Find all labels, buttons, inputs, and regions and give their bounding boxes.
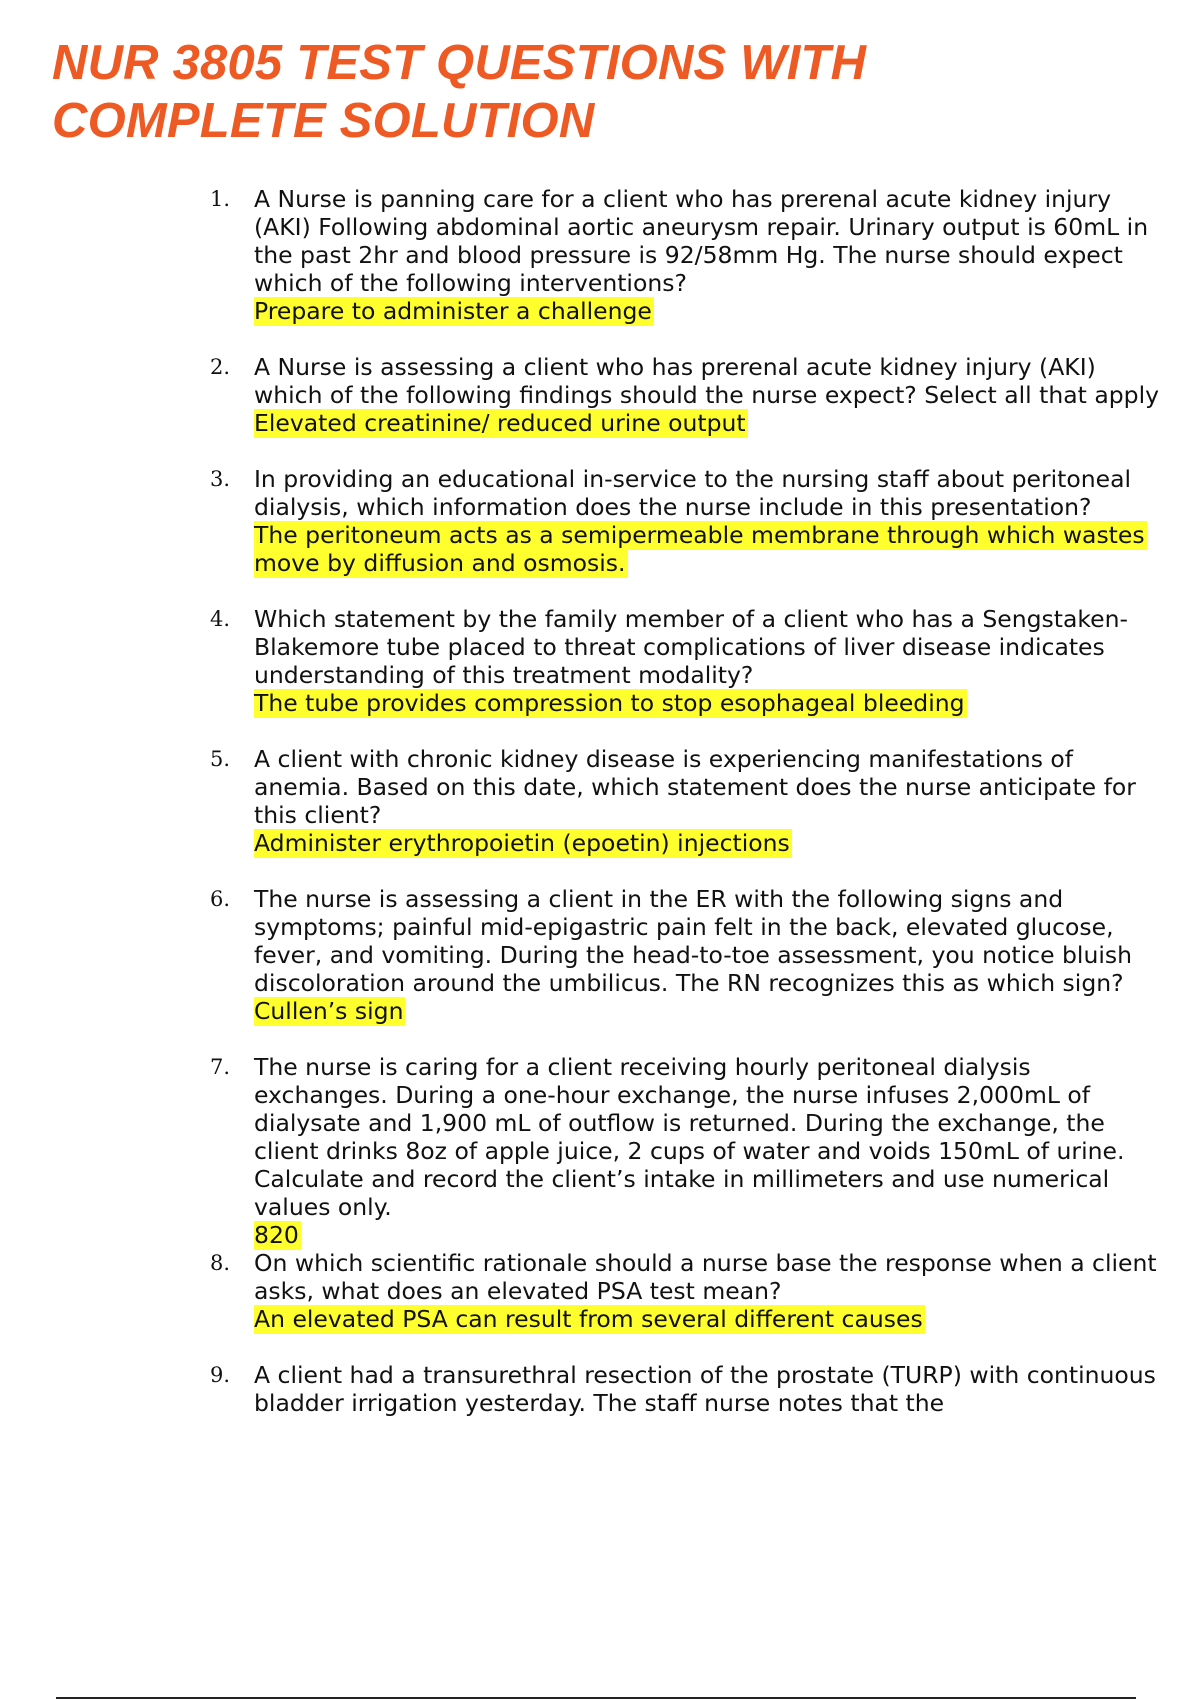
question-text: On which scientific rationale should a nurse base the response when a client asks, what does an elevated PSA test mean? — [254, 1249, 1157, 1305]
question-item — [210, 185, 1170, 325]
question-item — [210, 605, 1170, 717]
answer-highlight: 820 — [254, 1221, 299, 1249]
question-number: 6. — [210, 887, 231, 911]
question-item — [210, 1249, 1170, 1333]
footer-divider — [56, 1697, 1136, 1699]
question-text: The nurse is assessing a client in the ER with the following signs and symptoms; painful mid-epigastric pain felt in the back, elevated glucose, fever, and vomiting. During the head-to-toe assessment, you notice bluish discoloration around the umbilicus. The RN recognizes this as which sign? — [254, 885, 1133, 997]
question-text: The nurse is caring for a client receiving hourly peritoneal dialysis exchanges. During a one-hour exchange, the nurse infuses 2,000mL of dialysate and 1,900 mL of outflow is returned. During the exchange, the client drinks 8oz of apple juice, 2 cups of water and voids 150mL of urine. Calculate and record the client’s intake in millimeters and use numerical values only. — [254, 1053, 1125, 1221]
question-number: 8. — [210, 1251, 231, 1275]
answer-highlight: Cullen’s sign — [254, 997, 404, 1025]
question-item — [210, 1361, 1170, 1417]
answer-highlight: An elevated PSA can result from several different causes — [254, 1305, 923, 1333]
answer-highlight: Prepare to administer a challenge — [254, 297, 652, 325]
answer-highlight: The peritoneum acts as a semipermeable membrane through which wastes move by diffusion and osmosis. — [254, 521, 1145, 577]
question-number: 4. — [210, 607, 231, 631]
question-number: 3. — [210, 467, 231, 491]
question-item — [210, 885, 1170, 1025]
answer-highlight: The tube provides compression to stop esophageal bleeding — [254, 689, 965, 717]
question-text: A client had a transurethral resection of the prostate (TURP) with continuous bladder irrigation yesterday. The staff nurse notes that the — [254, 1361, 1156, 1417]
question-text: In providing an educational in-service to the nursing staff about peritoneal dialysis, which information does the nurse include in this presentation? — [254, 465, 1132, 521]
question-item — [210, 465, 1170, 577]
answer-highlight: Elevated creatinine/ reduced urine output — [254, 409, 746, 437]
question-number: 9. — [210, 1363, 231, 1387]
question-text: A client with chronic kidney disease is experiencing manifestations of anemia. Based on this date, which statement does the nurse anticipate for this client? — [254, 745, 1136, 829]
question-number: 2. — [210, 355, 231, 379]
question-list — [210, 185, 1170, 1445]
question-item — [210, 745, 1170, 857]
question-text: A Nurse is panning care for a client who has prerenal acute kidney injury (AKI) Following abdominal aortic aneurysm repair. Urinary output is 60mL in the past 2hr and blood pressure is 92/58mm Hg. The nurse should expect which of the following interventions? — [254, 185, 1149, 297]
page-title: NUR 3805 TEST QUESTIONS WITH COMPLETE SOLUTION — [52, 36, 867, 148]
question-number: 5. — [210, 747, 231, 771]
question-number: 7. — [210, 1055, 231, 1079]
question-text: Which statement by the family member of a client who has a Sengstaken-Blakemore tube placed to threat complications of liver disease indicates understanding of this treatment modality? — [254, 605, 1128, 689]
question-text: A Nurse is assessing a client who has prerenal acute kidney injury (AKI) which of the following findings should the nurse expect? Select all that apply — [254, 353, 1160, 409]
question-number: 1. — [210, 187, 231, 211]
question-item — [210, 353, 1170, 437]
answer-highlight: Administer erythropoietin (epoetin) injections — [254, 829, 790, 857]
question-item — [210, 1053, 1170, 1249]
